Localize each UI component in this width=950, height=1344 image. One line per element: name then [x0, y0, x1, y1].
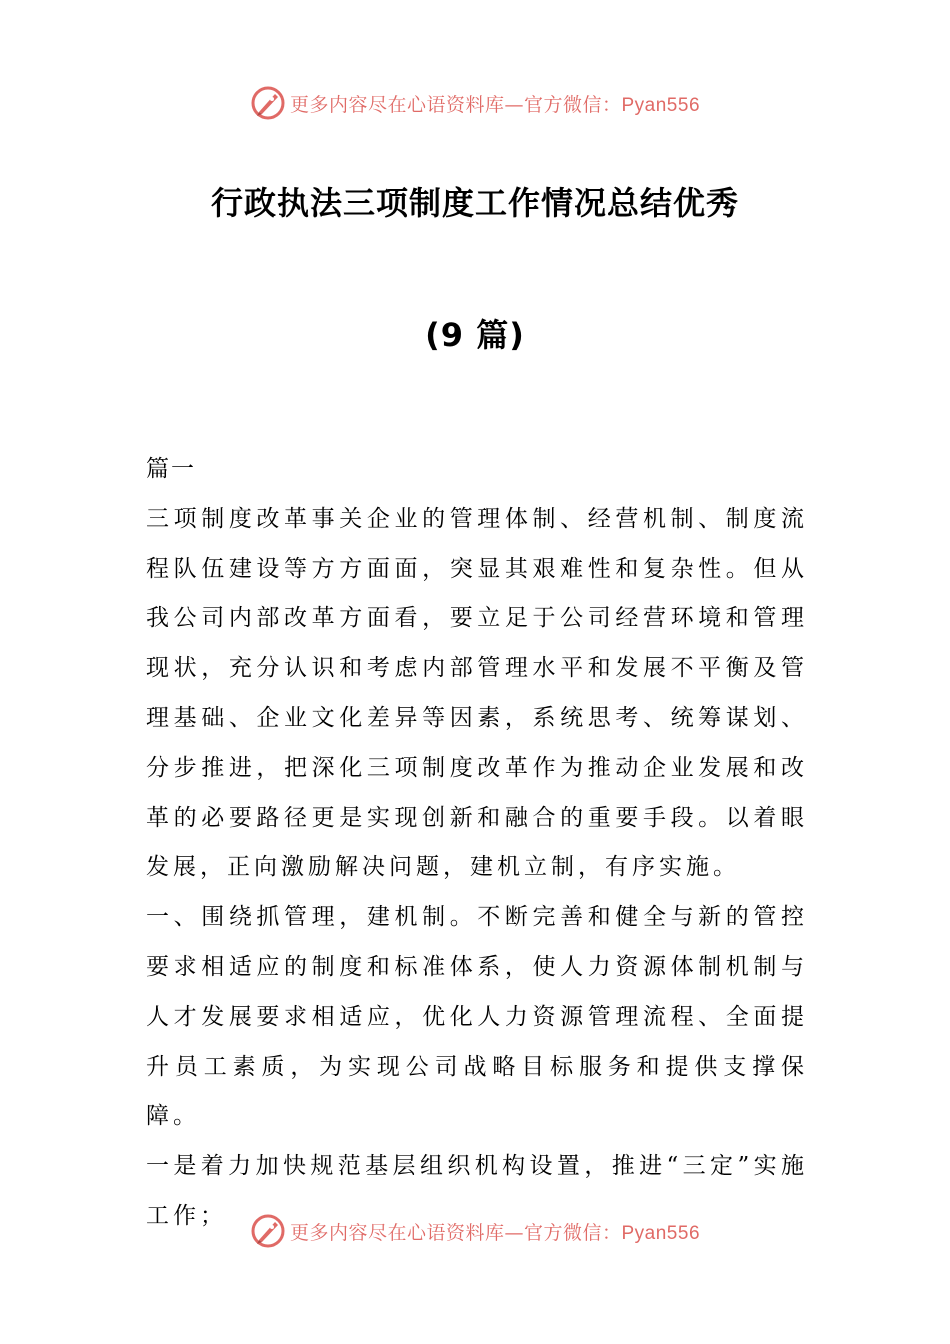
document-body	[146, 445, 808, 1242]
document-title: 行政执法三项制度工作情况总结优秀	[210, 184, 739, 222]
paragraph-3: 一是着力加快规范基层组织机构设置，推进“三定”实施工作；	[146, 1153, 808, 1229]
pen-circle-logo-icon	[250, 85, 286, 121]
wechat-id: Pyan556	[621, 1222, 701, 1244]
document-subtitle: (9 篇)	[425, 316, 525, 354]
section-heading: 篇一	[146, 456, 196, 482]
footer-watermark	[0, 1211, 950, 1251]
header-watermark	[0, 83, 950, 123]
wechat-id: Pyan556	[621, 94, 701, 116]
paragraph-1: 三项制度改革事关企业的管理体制、经营机制、制度流程队伍建设等方方面面，突显其艰难性和复杂性。但从我公司内部改革方面看，要立足于公司经营环境和管理现状，充分认识和考虑内部管理水平和发展不平衡及管理基础、企业文化差异等因素，系统思考、统筹谋划、分步推进，把深化三项制度改革作为推动企业发展和改革的必要路径更是实现创新和融合的重要手段。以着眼发展，正向激励解决问题，建机立制，有序实施。	[146, 505, 808, 881]
watermark-text: 更多内容尽在心语资料库—官方微信：Pyan556	[289, 1221, 701, 1244]
pen-circle-logo-icon	[250, 1213, 286, 1249]
watermark-text: 更多内容尽在心语资料库—官方微信：Pyan556	[289, 93, 701, 116]
paragraph-2: 一、围绕抓管理，建机制。不断完善和健全与新的管控要求相适应的制度和标准体系，使人力资源体制机制与人才发展要求相适应，优化人力资源管理流程、全面提升员工素质，为实现公司战略目标服务和提供支撑保障。	[146, 904, 808, 1130]
